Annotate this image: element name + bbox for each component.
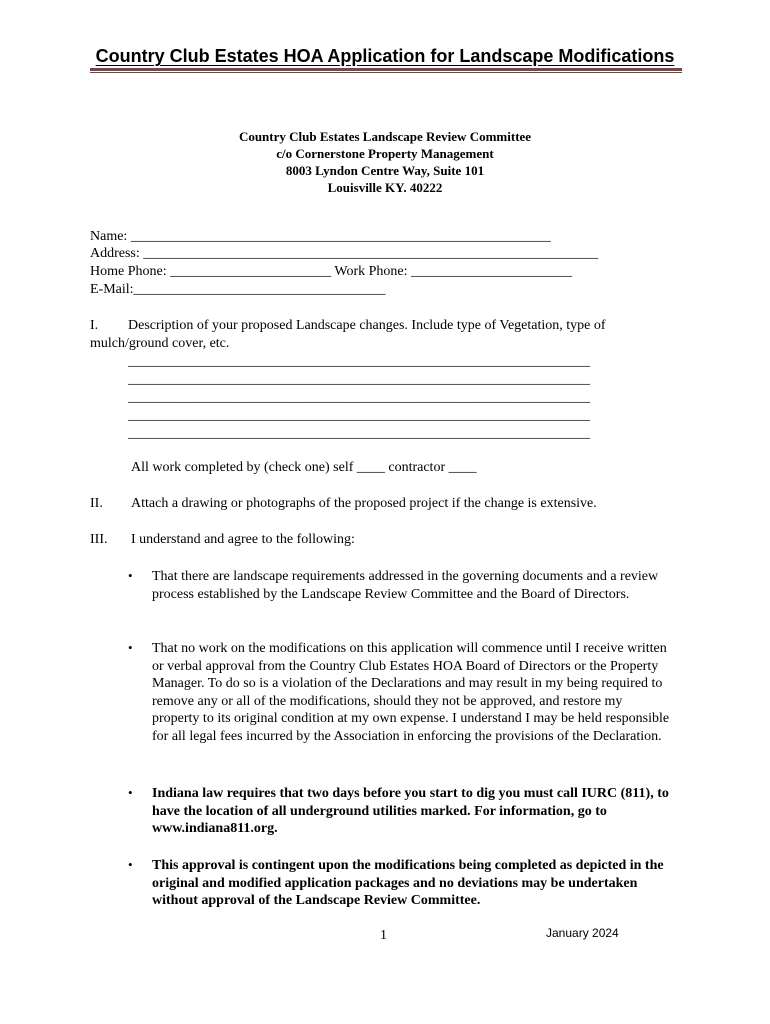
bullet-icon: • [128, 568, 133, 583]
section-3-text: I understand and agree to the following: [131, 532, 355, 547]
page-number: 1 [380, 928, 387, 943]
address-line-3: 8003 Lyndon Centre Way, Suite 101 [285, 163, 485, 178]
address-field[interactable]: Address: _________________________________________________________________ [90, 246, 599, 261]
section-3-numeral: III. [90, 532, 108, 547]
description-line[interactable]: __________________________________________________________________ [128, 426, 590, 441]
header-rule-thin [90, 72, 682, 73]
bullet-icon: • [128, 857, 133, 872]
bullet-text-approval: That no work on the modifications on this application will commence until I receive written or verbal approval from the Country Club Estates HOA Board of Directors or the Property Manager. To do so is a violation of the Declarations and may result in my being required to remove any or all of the modifications, should they not be approved, and restore my property to its original condition at my own expense. I understand I may be held responsible for all legal fees incurred by the Association in enforcing the provisions of the Declaration. [152, 641, 670, 744]
description-line[interactable]: __________________________________________________________________ [128, 354, 590, 369]
section-1-text-cont: mulch/ground cover, etc. [90, 336, 230, 351]
address-line-2: c/o Cornerstone Property Management [276, 146, 494, 161]
description-line[interactable]: __________________________________________________________________ [128, 408, 590, 423]
header-rule-thick [90, 68, 682, 71]
address-line-1: Country Club Estates Landscape Review Committee [238, 129, 532, 144]
name-field[interactable]: Name: ____________________________________________________________ [90, 229, 551, 244]
section-2-numeral: II. [90, 496, 103, 511]
section-1-text: Description of your proposed Landscape changes. Include type of Vegetation, type of [128, 318, 606, 333]
committee-address [0, 128, 770, 196]
footer-date: January 2024 [546, 926, 619, 940]
section-2-text: Attach a drawing or photographs of the proposed project if the change is extensive. [131, 496, 597, 511]
email-field[interactable]: E-Mail:____________________________________ [90, 282, 386, 297]
work-completed-by[interactable]: All work completed by (check one) self ____ contractor ____ [131, 460, 477, 475]
section-1-numeral: I. [90, 318, 99, 333]
description-line[interactable]: __________________________________________________________________ [128, 390, 590, 405]
bullet-text-requirements: That there are landscape requirements addressed in the governing documents and a review process established by the Landscape Review Committee and the Board of Directors. [152, 569, 659, 602]
description-line[interactable]: __________________________________________________________________ [128, 372, 590, 387]
address-line-4: Louisville KY. 40222 [327, 180, 443, 195]
phone-fields[interactable]: Home Phone: _______________________ Work Phone: _______________________ [90, 264, 572, 279]
bullet-icon: • [128, 785, 133, 800]
bullet-icon: • [128, 640, 133, 655]
page-title: Country Club Estates HOA Application for Landscape Modifications [95, 46, 675, 66]
bullet-text-contingent: This approval is contingent upon the modifications being completed as depicted in the original and modified application packages and no deviations may be undertaken without approval of the Landscape Review Committee. [152, 858, 664, 908]
bullet-text-indiana-811: Indiana law requires that two days before you start to dig you must call IURC (811), to have the location of all underground utilities marked. For information, go to www.indiana811.org. [152, 786, 669, 836]
